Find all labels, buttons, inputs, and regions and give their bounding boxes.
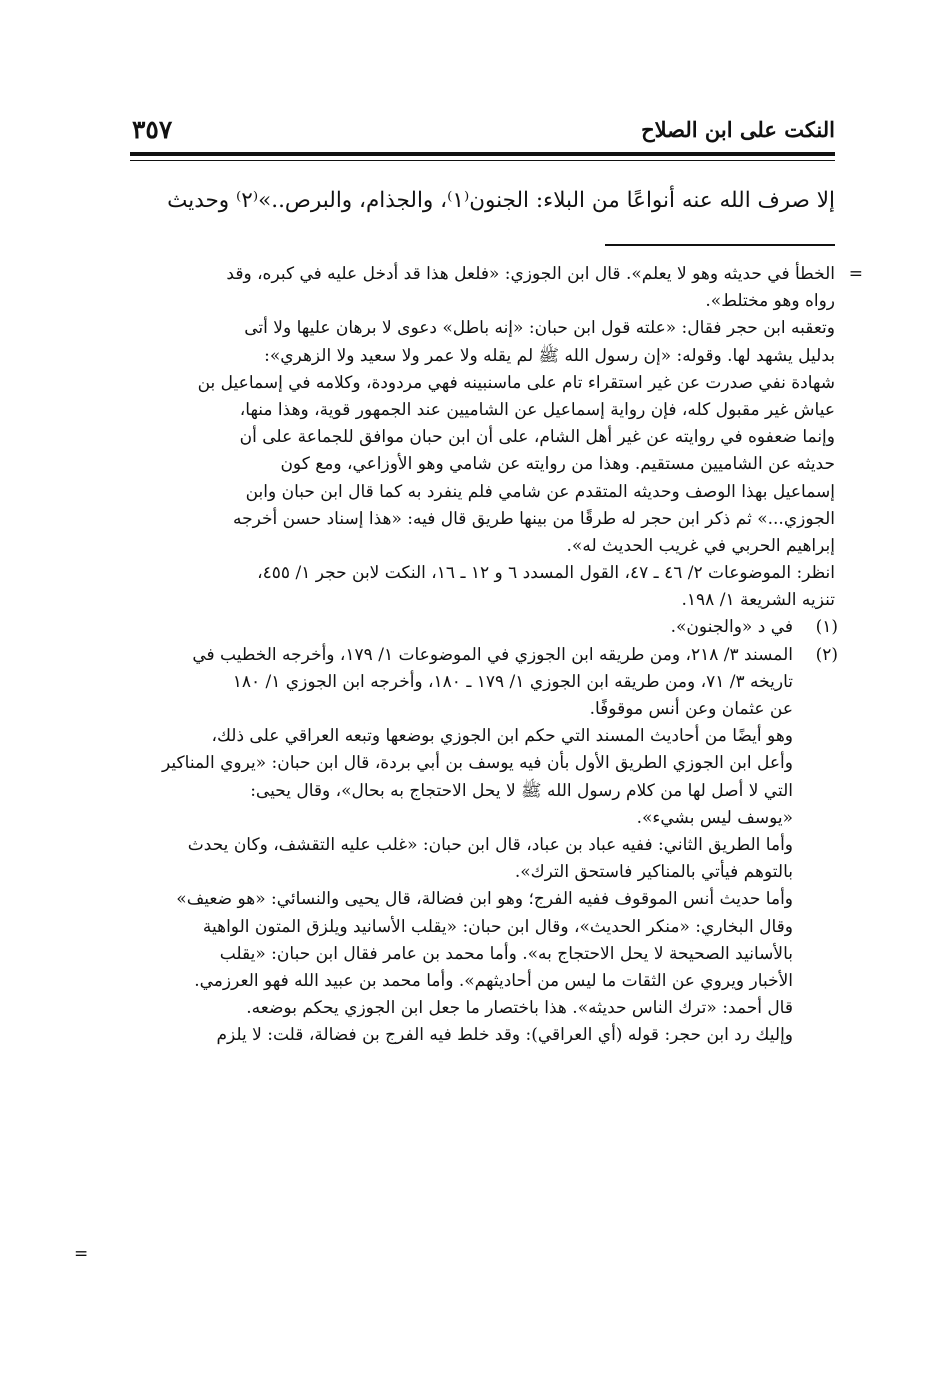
footnote-line — [130, 560, 835, 587]
footnote-line — [130, 642, 838, 669]
footnote-text: عياش غير مقبول كله، فإن رواية إسماعيل عن الشاميين عند الجمهور قوية، وهذا منها، — [239, 399, 835, 420]
footnote-line — [130, 995, 835, 1022]
footnote-line — [130, 886, 835, 913]
footnote-text: عن عثمان وعن أنس موقوفًا. — [589, 699, 793, 719]
footnote-line — [130, 397, 835, 424]
footnote-text: الجوزي...» ثم ذكر ابن حجر له طرقًا من بينها طريق قال فيه: «هذا إسناد حسن أخرجه — [232, 508, 835, 529]
footnote-separator — [605, 244, 835, 246]
footnote-line — [130, 805, 835, 832]
footnote-text: وإنما ضعفوه في روايته عن غير أهل الشام، على أن ابن حبان موافق للجماعة على أن — [239, 427, 835, 448]
running-title: النكت على ابن الصلاح — [641, 117, 835, 142]
footnote-text: بالأسانيد الصحيحة لا يحل الاحتجاج به». وأما محمد بن عامر فقال ابن حبان: «يقلب — [219, 943, 793, 964]
footnote-text: التي لا أصل لها من كلام رسول الله ﷺ لا يحل الاحتجاج به بحال»، وقال يحيى: — [250, 780, 793, 801]
header-rule-thin — [130, 160, 835, 161]
footnote-line — [130, 723, 835, 750]
footnote-line — [130, 859, 835, 886]
footnote-text: شهادة نفي صدرت عن غير استقراء تام على ماسنبينه فهي مردودة، وكلامه في إسماعيل بن — [197, 372, 835, 393]
footnote-line — [130, 343, 835, 370]
main-text: إلا صرف الله عنه أنواعًا من البلاء: الجنون⁽١⁾، والجذام، والبرص..»⁽٢⁾ وحديث — [167, 188, 835, 213]
footnote-line — [130, 370, 835, 397]
footnote-line — [130, 315, 835, 342]
footnote-line — [130, 968, 835, 995]
footnote-line — [130, 832, 835, 859]
footnote-line — [130, 261, 863, 288]
footnote-text: قال أحمد: «ترك الناس حديثه». هذا باختصار ما جعل ابن الجوزي يحكم بوضعه. — [246, 998, 793, 1019]
footnote-line — [130, 451, 835, 478]
footnote-text: المسند ٣/ ٢١٨، ومن طريقه ابن الجوزي في الموضوعات ١/ ١٧٩، وأخرجه الخطيب في — [192, 644, 793, 665]
footnote-number: (١) — [815, 617, 838, 638]
footnote-text: وأعل ابن الجوزي الطريق الأول بأن فيه يوسف بن أبي بردة، قال ابن حبان: «يروي المناكير — [162, 753, 793, 774]
footnote-text: وتعقبه ابن حجر فقال: «علته قول ابن حبان: «إنه باطل» دعوى لا برهان عليها ولا أتى — [244, 318, 835, 339]
footnote-text: إبراهيم الحربي في غريب الحديث له». — [566, 535, 835, 556]
continuation-mark: = — [848, 264, 863, 284]
footnote-text: الأخبار ويروي عن الثقات ما ليس من أحاديثهم». وأما محمد بن عبيد الله فهو العرزمي. — [194, 970, 793, 991]
footnote-text: إسماعيل بهذا الوصف وحديثه المتقدم عن شامي فلم ينفرد به كما قال ابن حبان وابن — [245, 481, 835, 502]
footnote-number: (٢) — [815, 644, 838, 665]
footnote-text: وأما الطريق الثاني: ففيه عباد بن عباد، قال ابن حبان: «غلب عليه التقشف، وكان يحدث — [187, 834, 793, 855]
footnote-text: بدليل يشهد لها. وقوله: «إن رسول الله ﷺ لم يقله ولا عمر ولا سعيد ولا الزهري»: — [264, 345, 835, 366]
footnote-line — [130, 533, 835, 560]
footnote-text: وقال البخاري: «منكر الحديث»، وقال ابن حبان: «يقلب الأسانيد ويلزق المتون الواهية — [202, 916, 793, 937]
footnote-text: انظر: الموضوعات ٢/ ٤٦ ـ ٤٧، القول المسدد ٦ و ١٢ ـ ١٦، النكت لابن حجر ١/ ٤٥٥، — [257, 563, 835, 584]
footnote-text: في د «والجنون». — [670, 617, 793, 638]
footnote-text: الخطأ في حديثه وهو لا يعلم». قال ابن الجوزي: «فلعل هذا قد أدخل عليه في كبره، وقد — [226, 264, 835, 284]
footnote-text: حديثه عن الشاميين مستقيم. وهذا من روايته عن شامي وهو الأوزاعي، ومع كون — [280, 454, 835, 475]
footnotes — [130, 261, 863, 1049]
continuation-mark: = — [74, 1244, 89, 1264]
footnote-line — [130, 1022, 835, 1049]
footnote-line — [130, 614, 838, 641]
footnote-line — [130, 696, 835, 723]
footnote-text: تاريخه ٣/ ٧١، ومن طريقه ابن الجوزي ١/ ١٧٩ ـ ١٨٠، وأخرجه ابن الجوزي ١/ ١٨٠ — [232, 671, 793, 692]
footnote-line — [130, 941, 835, 968]
page-header — [130, 113, 835, 153]
footnote-line — [130, 506, 835, 533]
footnote-line — [130, 778, 835, 805]
footnote-line — [130, 587, 835, 614]
footnote-line — [130, 750, 835, 777]
footnote-text: وإليك رد ابن حجر: قوله (أي العراقي): وقد خلط فيه الفرج بن فضالة، قلت: لا يلزم — [216, 1025, 793, 1046]
header-rule-thick — [130, 152, 835, 156]
footnote-text: وهو أيضًا من أحاديث المسند التي حكم ابن الجوزي بوضعها وتبعه العراقي على ذلك، — [211, 726, 793, 747]
footnote-text: وأما حديث أنس الموقوف ففيه الفرج؛ وهو ابن فضالة، قال يحيى والنسائي: «هو ضعيف» — [176, 889, 793, 910]
footnote-text: بالتوهم فيأتي بالمناكير فاستحق الترك». — [514, 862, 793, 883]
footnote-line — [130, 424, 835, 451]
footnote-text: «يوسف ليس بشيء». — [636, 807, 793, 828]
footnote-text: رواه وهو مختلط». — [705, 291, 835, 312]
footnote-line — [130, 479, 835, 506]
footnote-line — [130, 288, 835, 315]
footnote-line — [130, 669, 835, 696]
footnote-text: تنزيه الشريعة ١/ ١٩٨. — [681, 590, 835, 611]
page-number: ٣٥٧ — [132, 115, 173, 144]
footnote-line — [130, 914, 835, 941]
